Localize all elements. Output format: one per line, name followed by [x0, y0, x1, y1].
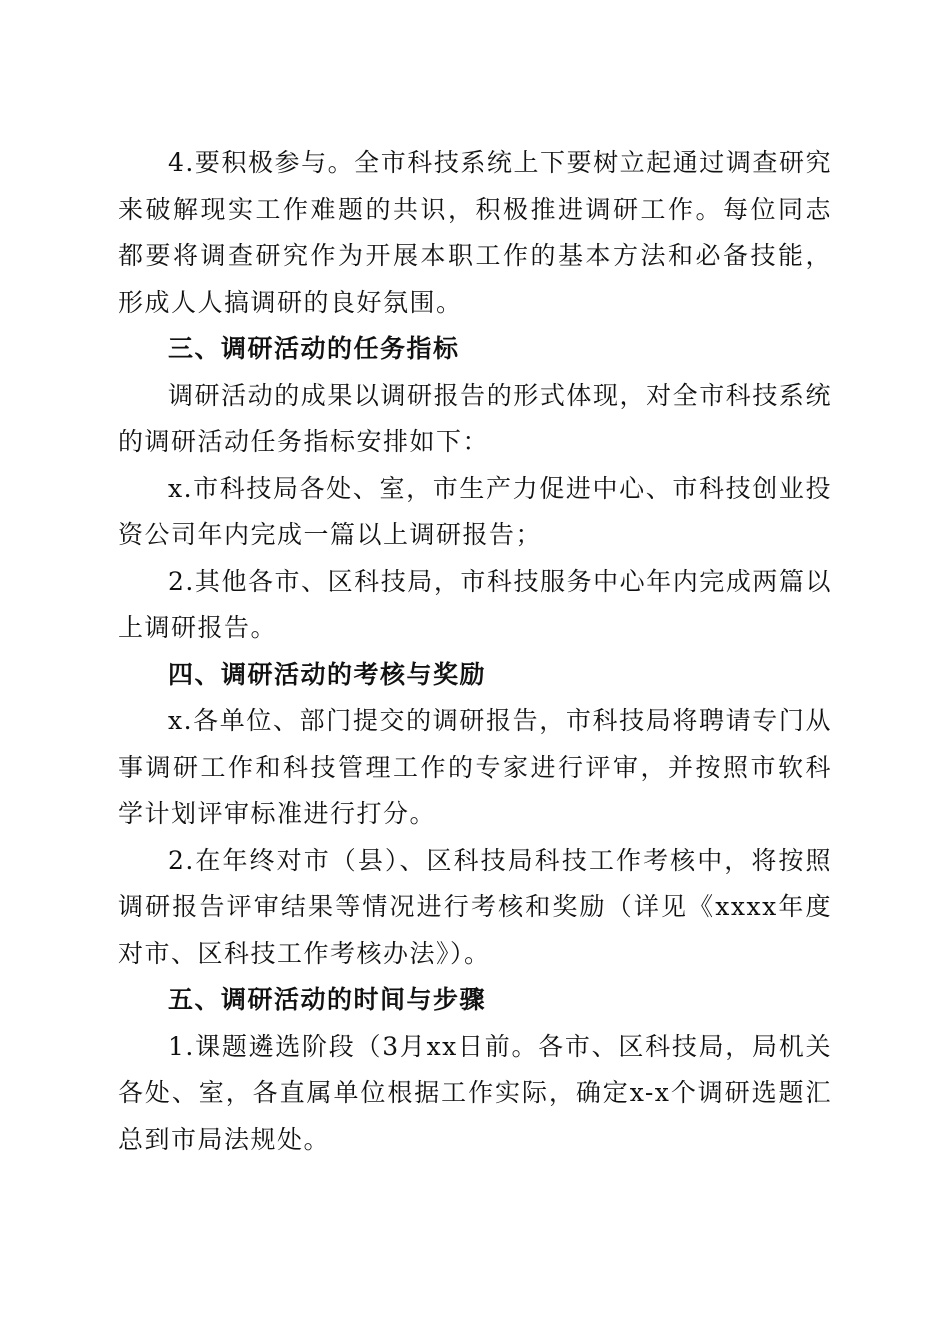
paragraph-step-1: 1.课题遴选阶段（3月xx日前。各市、区科技局，局机关各处、室，各直属单位根据工作实际，确定x-x个调研选题汇总到市局法规处。	[118, 1031, 832, 1154]
paragraph-review-x: x.各单位、部门提交的调研报告，市科技局将聘请专门从事调研工作和科技管理工作的专家进行评审，并按照市软科学计划评审标准进行打分。	[118, 706, 832, 828]
section-heading-3: 三、调研活动的任务指标	[168, 334, 460, 363]
paragraph-item4-participation: 4.要积极参与。全市科技系统上下要树立起通过调查研究来破解现实工作难题的共识，积极推进调研工作。每位同志都要将调查研究作为开展本职工作的基本方法和必备技能，形成人人搞调研的良好氛围。	[118, 148, 832, 317]
section-heading-4: 四、调研活动的考核与奖励	[168, 659, 487, 689]
paragraph-review-2: 2.在年终对市（县）、区科技局科技工作考核中，将按照调研报告评审结果等情况进行考核和奖励（详见《xxxx年度对市、区科技工作考核办法》）。	[118, 845, 832, 968]
paragraph-task-x: x.市科技局各处、室，市生产力促进中心、市科技创业投资公司年内完成一篇以上调研报告；	[118, 473, 832, 549]
section-heading-5: 五、调研活动的时间与步骤	[168, 985, 487, 1014]
paragraph-task-2: 2.其他各市、区科技局，市科技服务中心年内完成两篇以上调研报告。	[118, 566, 832, 642]
document-body	[118, 140, 832, 1163]
paragraph-task-intro: 调研活动的成果以调研报告的形式体现，对全市科技系统的调研活动任务指标安排如下：	[118, 380, 832, 456]
